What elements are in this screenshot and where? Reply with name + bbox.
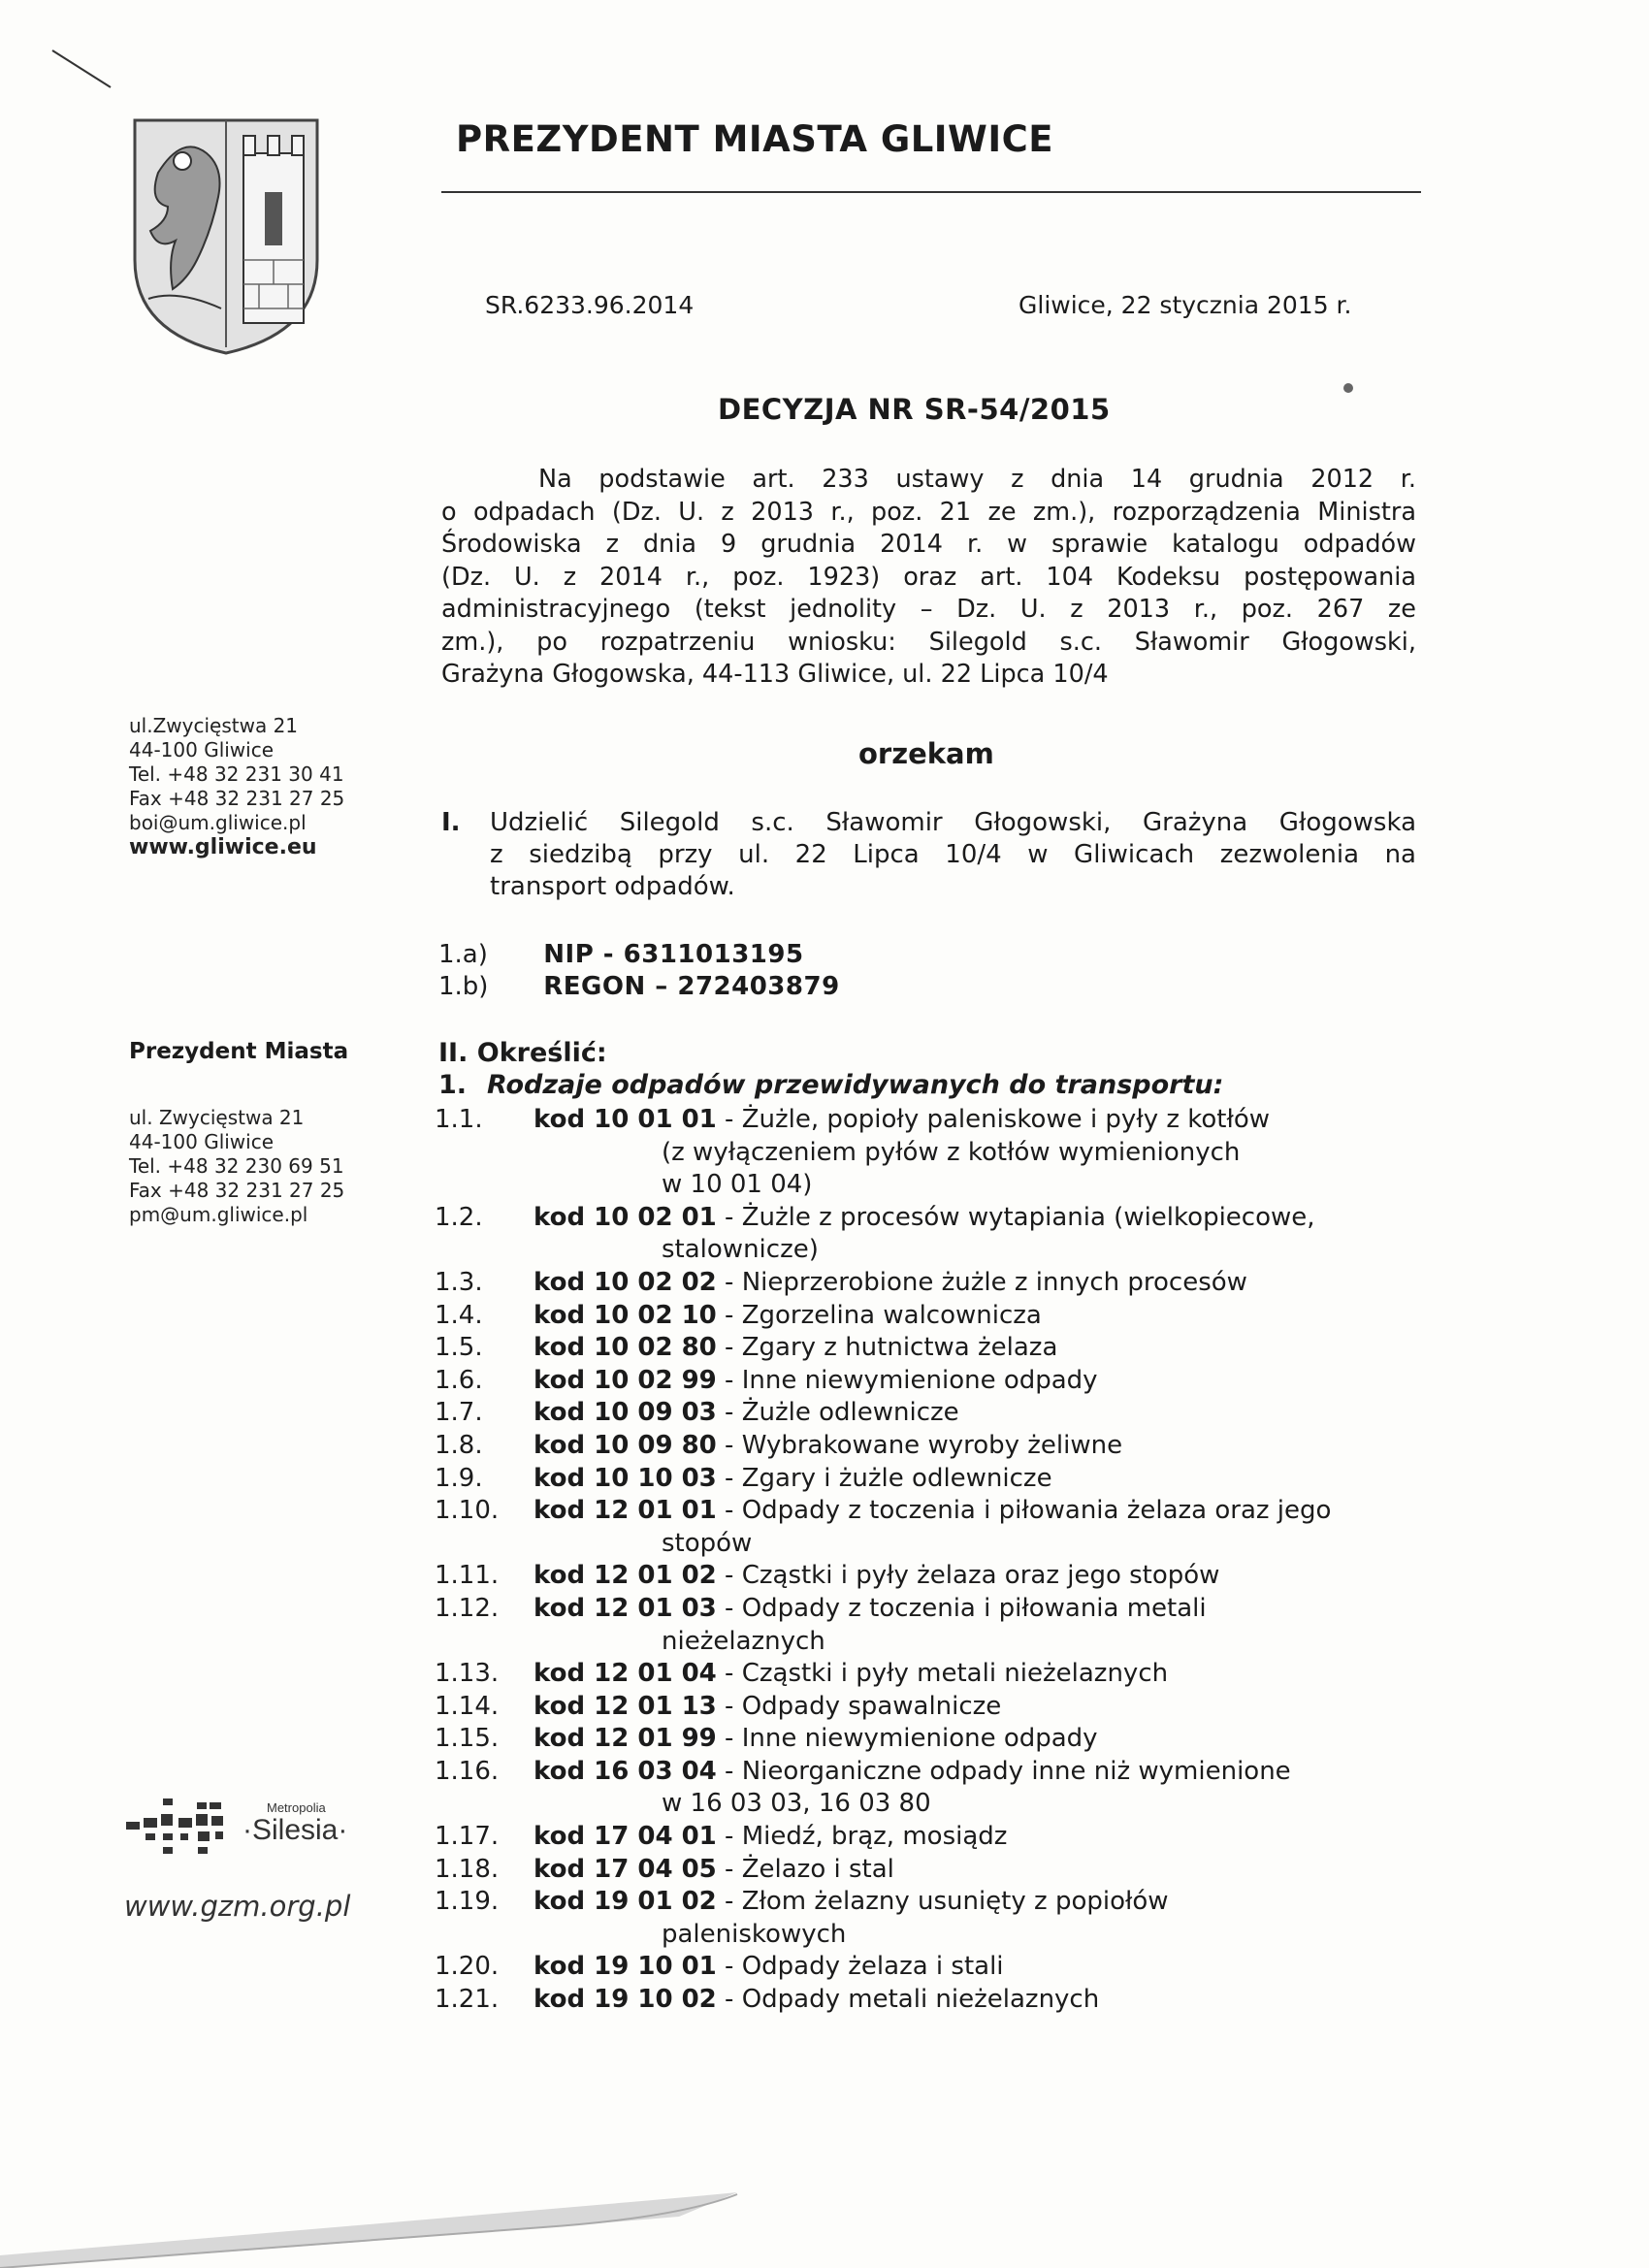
legal-basis-paragraph bbox=[441, 464, 1416, 692]
waste-code-item bbox=[435, 1854, 1434, 1887]
office-contact bbox=[129, 714, 344, 859]
separator: - bbox=[716, 1105, 742, 1134]
waste-code-number: 1.21. bbox=[435, 1985, 500, 2015]
waste-code-number: 1.6. bbox=[435, 1365, 483, 1395]
waste-description: Żużle, popioły paleniskowe i pyły z kotłów bbox=[741, 1105, 1271, 1134]
separator: - bbox=[716, 1333, 742, 1363]
waste-code-number: 1.15. bbox=[435, 1724, 500, 1754]
separator: - bbox=[716, 1430, 742, 1460]
waste-code: kod 16 03 04 bbox=[534, 1756, 717, 1786]
waste-description: Odpady spawalnicze bbox=[741, 1691, 1002, 1721]
waste-code: kod 17 04 01 bbox=[534, 1822, 717, 1852]
waste-code-number: 1.18. bbox=[435, 1854, 500, 1884]
basis-line: (Dz. U. z 2014 r., poz. 1923) oraz art. 104 Kodeksu postępowania bbox=[441, 562, 1416, 592]
waste-code-item bbox=[435, 1951, 1434, 1984]
waste-description: Zgary i żużle odlewnicze bbox=[741, 1463, 1052, 1493]
mayor-phone: Tel. +48 32 230 69 51 bbox=[129, 1154, 344, 1178]
waste-code-item bbox=[435, 1593, 1434, 1658]
mayor-fax: Fax +48 32 231 27 25 bbox=[129, 1179, 345, 1202]
office-city: 44-100 Gliwice bbox=[129, 738, 275, 761]
ruling-heading: orzekam bbox=[858, 737, 994, 770]
waste-code: kod 10 09 80 bbox=[534, 1430, 717, 1460]
waste-description: Żużle z procesów wytapiania (wielkopiecowe, bbox=[741, 1202, 1315, 1232]
waste-code-item bbox=[435, 1495, 1434, 1560]
basis-line: Grażyna Głogowska, 44-113 Gliwice, ul. 22 Lipca 10/4 bbox=[441, 660, 1109, 689]
separator: - bbox=[716, 1496, 742, 1526]
waste-code: kod 19 10 02 bbox=[534, 1985, 717, 2015]
office-fax: Fax +48 32 231 27 25 bbox=[129, 787, 345, 810]
scan-edge-shadow bbox=[0, 2163, 1649, 2268]
waste-code-item bbox=[435, 1397, 1434, 1430]
waste-code-item bbox=[435, 1300, 1434, 1333]
waste-code-item bbox=[435, 1984, 1434, 2017]
waste-code-item bbox=[435, 1723, 1434, 1756]
waste-code: kod 10 02 02 bbox=[534, 1267, 717, 1297]
waste-code: kod 19 01 02 bbox=[534, 1887, 717, 1917]
waste-code-item bbox=[435, 1691, 1434, 1724]
waste-description: Odpady metali nieżelaznych bbox=[741, 1985, 1100, 2015]
separator: - bbox=[716, 1659, 742, 1689]
waste-description: Odpady żelaza i stali bbox=[741, 1952, 1004, 1982]
waste-code-number: 1.10. bbox=[435, 1496, 500, 1526]
waste-description: Miedź, brąz, mosiądz bbox=[741, 1822, 1008, 1852]
mayor-street: ul. Zwycięstwa 21 bbox=[129, 1106, 305, 1129]
company-identifiers bbox=[438, 939, 840, 1003]
basis-line: administracyjnego (tekst jednolity – Dz. U. z 2013 r., poz. 267 ze bbox=[441, 595, 1416, 624]
waste-code-number: 1.14. bbox=[435, 1691, 500, 1721]
scan-mark bbox=[50, 47, 113, 90]
separator: - bbox=[716, 1561, 742, 1591]
regon-value: REGON – 272403879 bbox=[543, 972, 840, 1001]
waste-code-number: 1.11. bbox=[435, 1561, 500, 1591]
waste-code: kod 10 01 01 bbox=[534, 1105, 717, 1134]
waste-code: kod 10 02 80 bbox=[534, 1333, 717, 1363]
waste-description-continued: nieżelaznych bbox=[662, 1626, 825, 1656]
waste-code-item bbox=[435, 1267, 1434, 1300]
waste-description: Cząstki i pyły żelaza oraz jego stopów bbox=[741, 1561, 1220, 1591]
waste-code-number: 1.4. bbox=[435, 1300, 483, 1330]
waste-description: Zgary z hutnictwa żelaza bbox=[741, 1333, 1058, 1363]
waste-code: kod 12 01 02 bbox=[534, 1561, 717, 1591]
waste-description: Żelazo i stal bbox=[741, 1854, 894, 1884]
nip-value: NIP - 6311013195 bbox=[543, 940, 804, 969]
separator: - bbox=[716, 1202, 742, 1232]
place-date: Gliwice, 22 stycznia 2015 r. bbox=[1018, 291, 1352, 319]
waste-description-continued: paleniskowych bbox=[662, 1919, 847, 1949]
waste-code-number: 1.12. bbox=[435, 1593, 500, 1623]
separator: - bbox=[716, 1267, 742, 1297]
waste-description: Inne niewymienione odpady bbox=[741, 1724, 1098, 1754]
nip-label: 1.a) bbox=[438, 940, 488, 969]
waste-code-list bbox=[435, 1104, 1434, 2017]
decision-title: DECYZJA NR SR-54/2015 bbox=[718, 393, 1111, 426]
waste-code-item bbox=[435, 1560, 1434, 1593]
waste-code: kod 19 10 01 bbox=[534, 1952, 717, 1982]
separator: - bbox=[716, 1463, 742, 1493]
waste-code-number: 1.13. bbox=[435, 1659, 500, 1689]
waste-description-continued: stopów bbox=[662, 1528, 753, 1558]
waste-description: Wybrakowane wyroby żeliwne bbox=[741, 1430, 1123, 1460]
office-website: www.gliwice.eu bbox=[129, 835, 317, 859]
waste-code: kod 17 04 05 bbox=[534, 1854, 717, 1884]
subheading-number: 1. bbox=[438, 1070, 468, 1100]
waste-code-item bbox=[435, 1658, 1434, 1691]
waste-code-number: 1.16. bbox=[435, 1756, 500, 1786]
section-2-heading: II. Określić: bbox=[438, 1038, 607, 1068]
waste-code-item bbox=[435, 1332, 1434, 1365]
waste-code-number: 1.9. bbox=[435, 1463, 483, 1493]
metro-big-label: ·Silesia· bbox=[242, 1814, 348, 1846]
waste-code: kod 12 01 04 bbox=[534, 1659, 717, 1689]
scan-speck bbox=[1343, 383, 1353, 393]
permit-line: z siedzibą przy ul. 22 Lipca 10/4 w Gliwicach zezwolenia na bbox=[490, 840, 1416, 869]
office-phone: Tel. +48 32 231 30 41 bbox=[129, 762, 344, 786]
waste-description: Inne niewymienione odpady bbox=[741, 1365, 1098, 1395]
mayor-city: 44-100 Gliwice bbox=[129, 1130, 275, 1153]
waste-code: kod 12 01 01 bbox=[534, 1496, 717, 1526]
nip-row bbox=[438, 939, 840, 971]
mayor-heading: Prezydent Miasta bbox=[129, 1039, 349, 1064]
waste-code: kod 10 02 10 bbox=[534, 1300, 717, 1330]
metro-small-label: Metropolia bbox=[267, 1800, 326, 1815]
separator: - bbox=[716, 1985, 742, 2015]
city-crest-logo bbox=[129, 114, 323, 357]
waste-description: Nieprzerobione żużle z innych procesów bbox=[741, 1267, 1247, 1297]
waste-description: Odpady z toczenia i piłowania żelaza oraz jego bbox=[741, 1496, 1332, 1526]
waste-code-item bbox=[435, 1886, 1434, 1951]
waste-code: kod 10 09 03 bbox=[534, 1398, 717, 1428]
waste-description: Złom żelazny usunięty z popiołów bbox=[741, 1887, 1169, 1917]
separator: - bbox=[716, 1300, 742, 1330]
waste-code: kod 12 01 99 bbox=[534, 1724, 717, 1754]
separator: - bbox=[716, 1593, 742, 1623]
metro-website: www.gzm.org.pl bbox=[124, 1890, 351, 1923]
waste-code-number: 1.3. bbox=[435, 1267, 483, 1297]
waste-code-item bbox=[435, 1365, 1434, 1398]
waste-description-continued: w 10 01 04) bbox=[662, 1170, 813, 1200]
waste-code-item bbox=[435, 1202, 1434, 1267]
case-number: SR.6233.96.2014 bbox=[485, 291, 695, 319]
waste-code-number: 1.5. bbox=[435, 1333, 483, 1363]
subheading-title: Rodzaje odpadów przewidywanych do transportu: bbox=[487, 1070, 1224, 1100]
basis-line: Na podstawie art. 233 ustawy z dnia 14 grudnia 2012 r. bbox=[538, 465, 1416, 494]
waste-code: kod 10 02 99 bbox=[534, 1365, 717, 1395]
waste-code: kod 10 10 03 bbox=[534, 1463, 717, 1493]
waste-description: Żużle odlewnicze bbox=[741, 1398, 959, 1428]
waste-code-number: 1.2. bbox=[435, 1202, 483, 1232]
separator: - bbox=[716, 1887, 742, 1917]
separator: - bbox=[716, 1952, 742, 1982]
regon-label: 1.b) bbox=[438, 972, 489, 1001]
waste-code-item bbox=[435, 1430, 1434, 1463]
section-1-permit bbox=[441, 807, 1416, 903]
waste-code-item bbox=[435, 1821, 1434, 1854]
waste-code-number: 1.1. bbox=[435, 1105, 483, 1134]
waste-description-continued: (z wyłączeniem pyłów z kotłów wymienionych bbox=[662, 1137, 1241, 1167]
office-email: boi@um.gliwice.pl bbox=[129, 811, 307, 834]
permit-line: transport odpadów. bbox=[490, 872, 735, 901]
separator: - bbox=[716, 1365, 742, 1395]
waste-code-item bbox=[435, 1463, 1434, 1496]
waste-code-item bbox=[435, 1104, 1434, 1202]
separator: - bbox=[716, 1822, 742, 1852]
waste-code: kod 10 02 01 bbox=[534, 1202, 717, 1232]
waste-description-continued: stalownicze) bbox=[662, 1235, 819, 1265]
waste-code-number: 1.7. bbox=[435, 1398, 483, 1428]
waste-code: kod 12 01 03 bbox=[534, 1593, 717, 1623]
basis-line: Środowiska z dnia 9 grudnia 2014 r. w sprawie katalogu odpadów bbox=[441, 530, 1416, 559]
waste-description-continued: w 16 03 03, 16 03 80 bbox=[662, 1789, 931, 1819]
waste-code: kod 12 01 13 bbox=[534, 1691, 717, 1721]
metropolia-silesia-logo bbox=[124, 1795, 376, 1863]
waste-code-number: 1.17. bbox=[435, 1822, 500, 1852]
basis-line: zm.), po rozpatrzeniu wniosku: Silegold s.c. Sławomir Głogowski, bbox=[441, 627, 1416, 657]
separator: - bbox=[716, 1854, 742, 1884]
separator: - bbox=[716, 1691, 742, 1721]
waste-code-number: 1.8. bbox=[435, 1430, 483, 1460]
mayor-email: pm@um.gliwice.pl bbox=[129, 1203, 308, 1226]
waste-description: Zgorzelina walcownicza bbox=[741, 1300, 1042, 1330]
regon-row bbox=[438, 971, 840, 1003]
basis-line: o odpadach (Dz. U. z 2013 r., poz. 21 ze zm.), rozporządzenia Ministra bbox=[441, 497, 1416, 527]
waste-description: Odpady z toczenia i piłowania metali bbox=[741, 1593, 1207, 1623]
header-divider bbox=[441, 191, 1421, 193]
separator: - bbox=[716, 1398, 742, 1428]
waste-description: Nieorganiczne odpady inne niż wymienione bbox=[741, 1756, 1291, 1786]
page-title: PREZYDENT MIASTA GLIWICE bbox=[456, 118, 1054, 160]
permit-line: Udzielić Silegold s.c. Sławomir Głogowski, Grażyna Głogowska bbox=[490, 808, 1416, 837]
waste-code-item bbox=[435, 1756, 1434, 1821]
office-street: ul.Zwycięstwa 21 bbox=[129, 714, 299, 737]
waste-code-number: 1.19. bbox=[435, 1887, 500, 1917]
waste-description: Cząstki i pyły metali nieżelaznych bbox=[741, 1659, 1169, 1689]
mayor-contact bbox=[129, 1106, 344, 1227]
waste-code-number: 1.20. bbox=[435, 1952, 500, 1982]
section-2-subheading bbox=[438, 1070, 1223, 1100]
section-1-numeral: I. bbox=[441, 808, 461, 837]
separator: - bbox=[716, 1756, 742, 1786]
separator: - bbox=[716, 1724, 742, 1754]
